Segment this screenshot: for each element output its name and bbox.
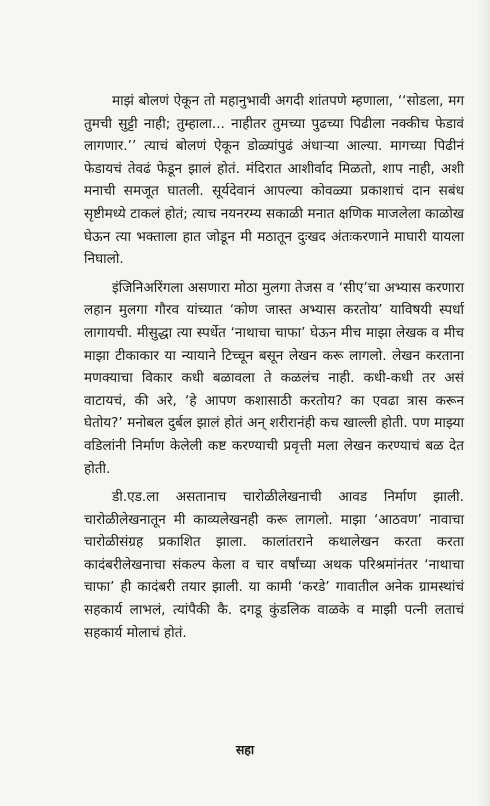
paragraph-3: डी.एड.ला असतानाच चारोळीलेखनाची आवड निर्माण झाली. चारोळीलेखनातून मी काव्यलेखनही करू लागलो. माझा ‘आठवण’ नावाचा चारोळीसंग्रह प्रकाशित झाला. कालांतराने कथालेखन करता करता कादंबरीलेखनाचा संकल्प केला व चार वर्षांच्या अथक परिश्रमांनंतर ‘नाथाचा चाफा’ ही कादंबरी तयार झाली. या कामी ‘करडे’ गावातील अनेक ग्रामस्थांचं सहकार्य लाभलं, त्यांपैकी कै. दगडू कुंडलिक वाळके व माझी पत्नी लताचं सहकार्य मोलाचं होतं.: [84, 489, 464, 641]
paragraph-2: इंजिनिअरिंगला असणारा मोठा मुलगा तेजस व ‘सीए’चा अभ्यास करणारा लहान मुलगा गौरव यांच्यात ‘कोण जास्त अभ्यास करतोय’ याविषयी स्पर्धा लागायची. मीसुद्धा त्या स्पर्धेत ‘नाथाचा चाफा’ घेऊन मीच माझा लेखक व मीच माझा टीकाकार या न्यायाने टिच्चून बसून लेखन करू लागलो. लेखन करताना मणक्याचा विकार कधी बळावला ते कळलंच नाही. कधी-कधी तर असं वाटायचं, की अरे, ‘हे आपण कशासाठी करतोय? का एवढा त्रास करून घेतोय?’ मनोबल दुर्बल झालं होतं अन् शरीरानंही कच खाल्ली होती. पण माझ्या वडिलांनी निर्माण केलेली कष्ट करण्याची प्रवृत्ती मला लेखन करण्याचं बळ देत होती.: [84, 279, 464, 477]
page-number: सहा: [235, 742, 255, 757]
paragraph-1: माझं बोलणं ऐकून तो महानुभावी अगदी शांतपणे म्हणाला, ‘‘सोडला, मग तुमची सुट्टी नाही; तुम्हाला... नाहीतर तुमच्या पुढच्या पिढीला नक्कीच फेडावं लागणार.’’ त्याचं बोलणं ऐकून डोळ्यांपुढं अंधाऱ्या आल्या. मागच्या पिढीनं फेडायचं तेवढं फेडून झालं होतं. मंदिरात आशीर्वाद मिळतो, शाप नाही, अशी मनाची समजूत घातली. सूर्यदेवानं आपल्या कोवळ्या प्रकाशाचं दान सबंध सृष्टीमध्ये टाकलं होतं; त्याच नयनरम्य सकाळी मनात क्षणिक माजलेला काळोख घेऊन त्या भक्ताला हात जोडून मी मठातून दुःखद अंतःकरणाने माघारी यायला निघालो.: [84, 93, 464, 268]
body-text: [84, 90, 464, 644]
